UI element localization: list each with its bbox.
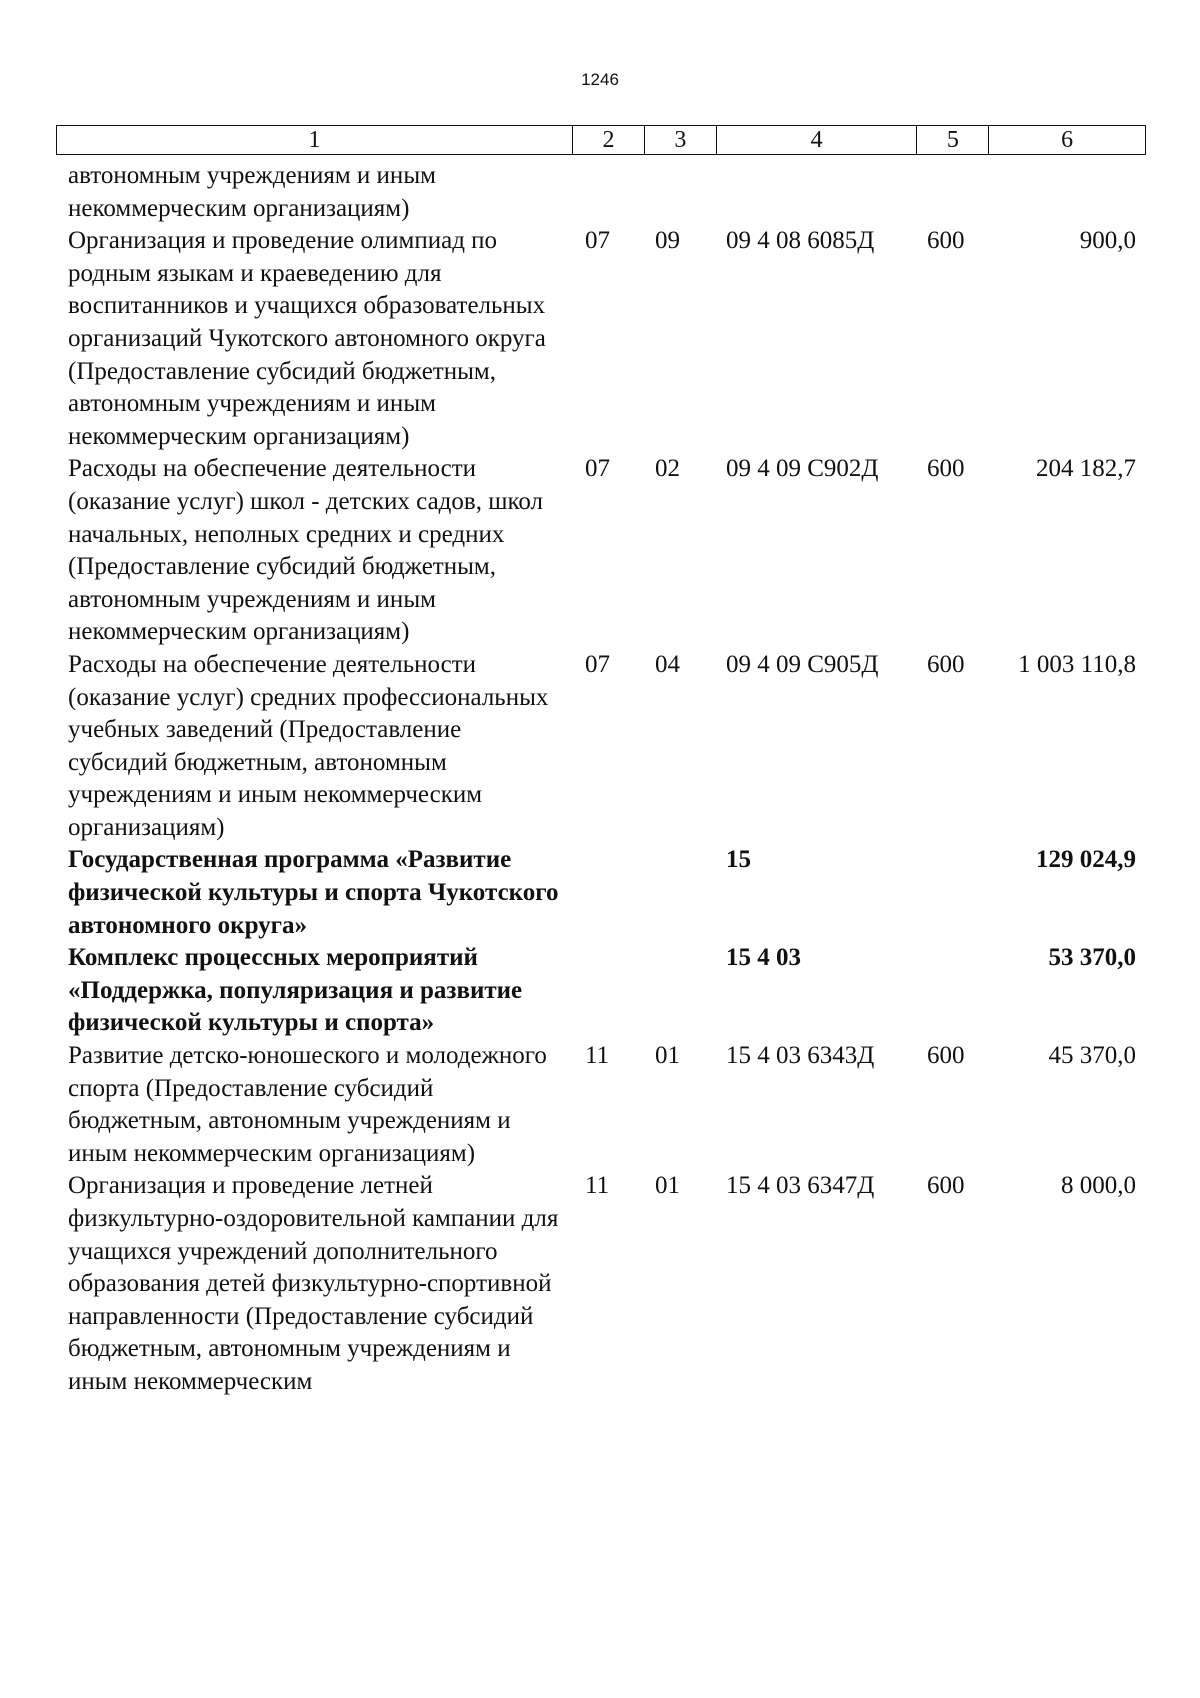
header-col-2: 2 (573, 126, 645, 154)
row-subsection: 01 (655, 1172, 680, 1200)
row-section (573, 160, 645, 225)
table-body (56, 160, 1146, 1399)
row-amount: 1 003 110,8 (1018, 650, 1136, 678)
table-row (56, 844, 1146, 942)
row-target-code: 15 4 03 (726, 944, 801, 972)
row-expense-type (918, 844, 990, 942)
row-amount: 204 182,7 (1036, 455, 1136, 483)
row-section: 07 (585, 227, 610, 255)
row-subsection (645, 160, 717, 225)
row-name: Расходы на обеспечение деятельности (оказание услуг) средних профессиональных учебных заведений (Предоставление субсидий бюджетным, автономным учреждениям и иным некоммерческим организациям) (68, 650, 549, 841)
row-name: Организация и проведение олимпиад по родным языкам и краеведению для воспитанников и учащихся образовательных организаций Чукотского автономного округа (Предоставление субсидий бюджетным, автономным учреждениям и иным некоммерческим организациям) (68, 227, 546, 450)
table-row (56, 160, 1146, 225)
row-expense-type (918, 160, 990, 225)
row-subsection: 02 (655, 455, 680, 483)
table-row (56, 649, 1146, 845)
row-subsection: 01 (655, 1042, 680, 1070)
row-section: 07 (585, 455, 610, 483)
row-target-code: 15 (726, 846, 751, 874)
row-amount: 900,0 (1079, 227, 1136, 255)
row-expense-type: 600 (927, 455, 965, 483)
row-section: 07 (585, 650, 610, 678)
header-col-1: 1 (57, 126, 573, 154)
row-name: Развитие детско-юношеского и молодежного спорта (Предоставление субсидий бюджетным, автономным учреждениям и иным некоммерческим организациям) (68, 1042, 547, 1167)
header-col-3: 3 (645, 126, 717, 154)
row-section: 11 (585, 1172, 610, 1200)
header-col-5: 5 (917, 126, 989, 154)
row-subsection (645, 942, 717, 1040)
header-col-4: 4 (717, 126, 918, 154)
row-expense-type: 600 (927, 1042, 965, 1070)
row-expense-type: 600 (927, 650, 965, 678)
row-subsection: 04 (655, 650, 680, 678)
row-amount (990, 160, 1146, 225)
row-target-code: 09 4 09 С902Д (726, 455, 879, 483)
row-name: Организация и проведение летней физкультурно-оздоровительной кампании для учащихся учреждений дополнительного образования детей физкультурно-спортивной направленности (Предоставление субсидий бюджетным, автономным учреждениям и иным некоммерческим (68, 1172, 559, 1395)
table-header (56, 125, 1146, 155)
row-amount: 53 370,0 (1048, 944, 1136, 972)
table-row (56, 942, 1146, 1040)
row-expense-type: 600 (927, 227, 965, 255)
table-row (56, 453, 1146, 649)
row-target-code: 09 4 08 6085Д (726, 227, 875, 255)
table-row (56, 1170, 1146, 1398)
row-expense-type (918, 942, 990, 1040)
row-expense-type: 600 (927, 1172, 965, 1200)
row-section (573, 942, 645, 1040)
row-name: Расходы на обеспечение деятельности (оказание услуг) школ - детских садов, школ начальных, неполных средних и средних (Предоставление субсидий бюджетным, автономным учреждениям и иным некоммерческим организациям) (68, 455, 543, 646)
row-target-code: 15 4 03 6343Д (726, 1042, 875, 1070)
row-name: Государственная программа «Развитие физической культуры и спорта Чукотского автономного округа» (68, 846, 559, 939)
row-amount: 8 000,0 (1061, 1172, 1136, 1200)
row-target-code: 09 4 09 С905Д (726, 650, 879, 678)
row-section: 11 (585, 1042, 610, 1070)
row-section (573, 844, 645, 942)
row-subsection (645, 844, 717, 942)
row-amount: 129 024,9 (1036, 846, 1136, 874)
table-row (56, 225, 1146, 453)
row-amount: 45 370,0 (1048, 1042, 1136, 1070)
header-col-6: 6 (1061, 127, 1074, 153)
row-name: автономным учреждениям и иным некоммерческим организациям) (68, 162, 436, 222)
table-row (56, 1040, 1146, 1170)
row-name: Комплекс процессных мероприятий «Поддержка, популяризация и развитие физической культуры и спорта» (68, 944, 523, 1037)
page-number: 1246 (581, 70, 619, 89)
row-target-code: 15 4 03 6347Д (726, 1172, 875, 1200)
row-target-code (717, 160, 918, 225)
row-subsection: 09 (655, 227, 680, 255)
